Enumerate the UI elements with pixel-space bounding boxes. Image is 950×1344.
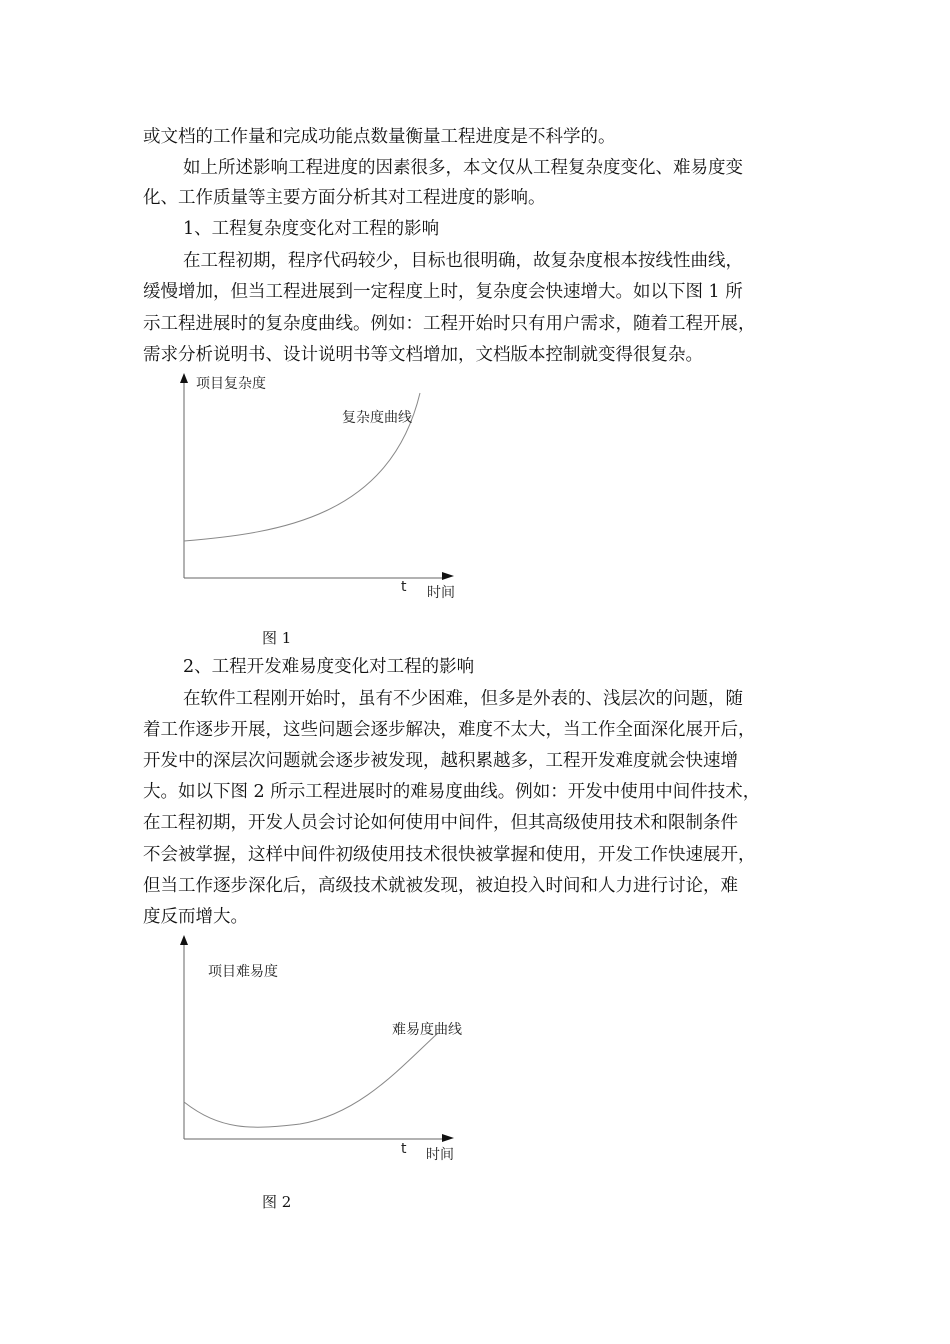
text-line: 大。如以下图 2 所示工程进展时的难易度曲线。例如：开发中使用中间件技术，	[143, 782, 761, 802]
text-line: 缓慢增加，但当工程进展到一定程度上时，复杂度会快速增大。如以下图 1 所	[143, 282, 743, 302]
figure-1	[160, 365, 480, 610]
text-line: 度反而增大。	[143, 907, 248, 927]
figure-1-curve-label: 复杂度曲线	[342, 410, 412, 426]
figure-1-xlabel: 时间	[427, 585, 455, 601]
figure-2-xlabel: 时间	[426, 1147, 454, 1163]
text-line: 化、工作质量等主要方面分析其对工程进度的影响。	[143, 188, 546, 208]
text-line: 需求分析说明书、设计说明书等文档增加，文档版本控制就变得很复杂。	[143, 345, 703, 365]
text-line: 或文档的工作量和完成功能点数量衡量工程进度是不科学的。	[143, 127, 616, 147]
text-line: 示工程进展时的复杂度曲线。例如：工程开始时只有用户需求，随着工程开展，	[143, 314, 756, 334]
figure-2-t-label: t	[401, 1141, 407, 1157]
text-line: 在工程初期，开发人员会讨论如何使用中间件，但其高级使用技术和限制条件	[143, 813, 738, 833]
text-line: 但当工作逐步深化后，高级技术就被发现，被迫投入时间和人力进行讨论，难	[143, 876, 738, 896]
text-line: 在软件工程刚开始时，虽有不少困难，但多是外表的、浅层次的问题，随	[183, 689, 743, 709]
text-line: 着工作逐步开展，这些问题会逐步解决，难度不太大，当工作全面深化展开后，	[143, 720, 756, 740]
section-heading-1: 1、工程复杂度变化对工程的影响	[183, 219, 440, 239]
section-heading-2: 2、工程开发难易度变化对工程的影响	[183, 657, 475, 677]
text-line: 如上所述影响工程进度的因素很多，本文仅从工程复杂度变化、难易度变	[183, 158, 743, 178]
text-line: 在工程初期，程序代码较少，目标也很明确，故复杂度根本按线性曲线，	[183, 251, 743, 271]
figure-1-t-label: t	[401, 579, 407, 595]
text-line: 开发中的深层次问题就会逐步被发现，越积累越多，工程开发难度就会快速增	[143, 751, 738, 771]
figure-2-curve-label: 难易度曲线	[392, 1022, 462, 1038]
figure-1-plot	[160, 365, 480, 610]
figure-1-caption: 图 1	[262, 629, 292, 647]
figure-1-ylabel: 项目复杂度	[196, 376, 266, 392]
figure-2-ylabel: 项目难易度	[208, 964, 278, 980]
figure-2	[160, 930, 480, 1175]
text-line: 不会被掌握，这样中间件初级使用技术很快被掌握和使用，开发工作快速展开，	[143, 845, 756, 865]
figure-2-caption: 图 2	[262, 1193, 292, 1211]
